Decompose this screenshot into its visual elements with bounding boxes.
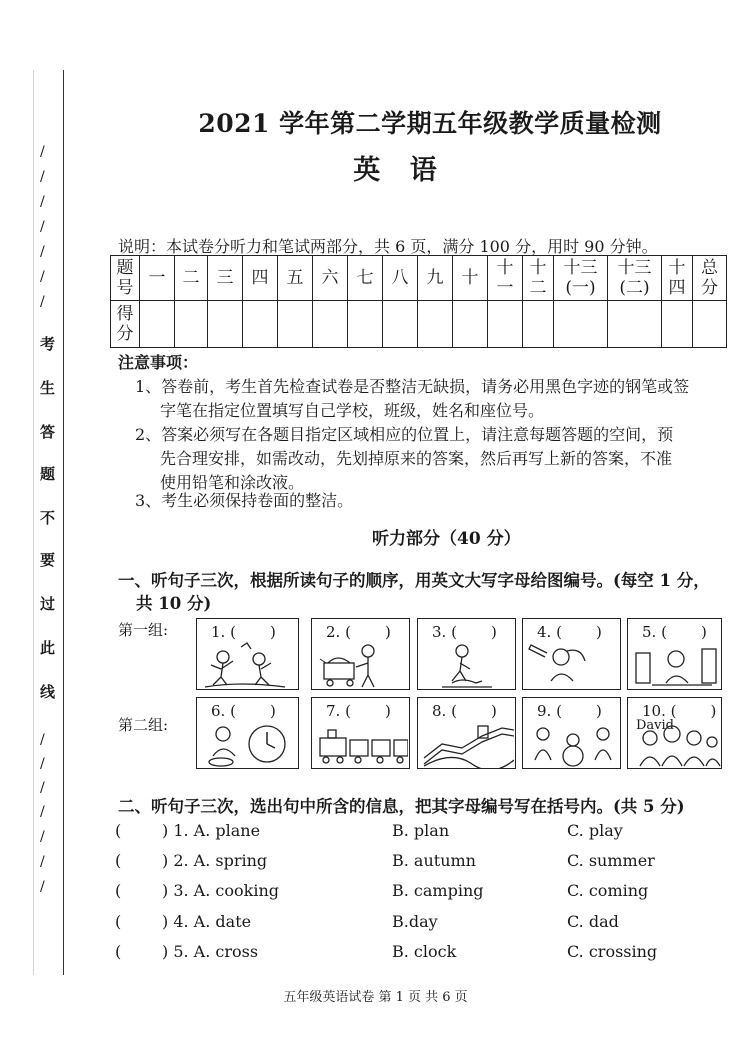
notice-line: 使用铅笔和涂改液。 [160,473,305,492]
option-b: B. autumn [392,851,476,870]
picture-box [522,697,621,769]
picture-number-label: 6. ( [211,702,236,720]
picture-number-label: 7. ( [326,702,351,720]
label-char: 号 [116,278,134,298]
question-number-text: 四 [668,278,686,298]
score-cell[interactable] [662,301,693,348]
question-number-text: 十 [496,258,514,278]
option-c: C. dad [567,912,619,931]
binding-slash: / [40,219,45,235]
picture-box [311,618,410,690]
picture-number-close: ) [384,702,391,720]
option-c: C. play [567,821,623,840]
notice-line: 字笔在指定位置填写自己学校，班级，姓名和座位号。 [160,401,545,420]
picture-box [311,697,410,769]
score-table-header-row [111,256,727,301]
children-playing-picture [201,641,293,689]
group1-label: 第一组: [118,621,169,639]
question-number-text: 四 [251,268,269,288]
binding-slash: / [40,756,45,772]
binding-slash: / [40,829,45,845]
picture-number-close: ) [269,623,276,641]
table-row-label-question [111,256,140,301]
binding-slash: / [40,294,45,310]
train-picture [316,720,408,768]
question-number-text: 九 [426,268,444,288]
notice-heading: 注意事项： [118,353,199,372]
binding-char: 考 [40,335,56,353]
score-cell[interactable] [243,301,278,348]
score-table [110,255,727,348]
subject-title: 英 语 [353,155,447,186]
picture-box [417,697,516,769]
family-picture [632,720,724,768]
picture-box [522,618,621,690]
binding-slash: / [40,732,45,748]
binding-char: 过 [40,595,56,613]
shopping-cart-picture [316,641,408,689]
question-number-cell [662,256,693,301]
binding-char: 此 [40,639,56,657]
option-c: C. coming [567,881,649,900]
question-number-text: 一 [496,278,514,298]
picture-box [417,618,516,690]
question-number-text: 十三 [563,258,598,278]
score-cell[interactable] [554,301,608,348]
question-number-cell [140,256,175,301]
question-number-cell [383,256,418,301]
question-number-text: 三 [216,268,234,288]
boy-clock-picture [201,720,293,768]
question-number-cell [243,256,278,301]
binding-char: 线 [40,683,56,701]
picture-number [537,702,602,720]
binding-char: 题 [40,465,56,483]
option-b: B. camping [392,881,484,900]
question-number-text: 六 [321,268,339,288]
question-number-text: 总 [701,258,718,278]
binding-line [63,70,64,975]
option-c: C. summer [567,851,655,870]
picture-number [211,623,276,641]
question-number-text: 十三 [617,258,652,278]
answer-paren[interactable]: ( [115,821,122,840]
binding-slash: / [40,804,45,820]
binding-slash: / [40,269,45,285]
picture-number-label: 1. ( [211,623,236,641]
picture-number [211,702,276,720]
picture-number-label: 9. ( [537,702,562,720]
score-cell[interactable] [175,301,208,348]
binding-outer-line [33,70,34,975]
question-number-text: (一) [565,278,596,298]
notice-line: 1、答卷前，考生首先检查试卷是否整洁无缺损，请务必用黑色字迹的钢笔或签 [135,377,690,396]
picture-number-close: ) [700,623,707,641]
picture-number-close: ) [490,623,497,641]
question-number-cell [313,256,348,301]
option-b: B. clock [392,942,457,961]
binding-char: 要 [40,551,56,569]
exam-instructions: 说明：本试卷分听力和笔试两部分，共 6 页，满分 100 分，用时 90 分钟。 [118,237,658,256]
question-number-cell [488,256,523,301]
option-b: B. plan [392,821,450,840]
score-cell[interactable] [313,301,348,348]
picture-number-label: 4. ( [537,623,562,641]
binding-char: 不 [40,509,56,527]
question-number-text: 八 [391,268,409,288]
binding-slash: / [40,854,45,870]
question-number-text: 分 [701,278,718,298]
option-a: ) 1. A. plane [162,821,261,840]
binding-slash: / [40,194,45,210]
option-a: ) 4. A. date [162,912,252,931]
question-number-cell [208,256,243,301]
score-cell[interactable] [523,301,554,348]
girl-telescope-picture [527,641,619,689]
picture-number [642,623,707,641]
picture-box [196,697,299,769]
great-wall-picture [422,720,514,768]
listening-heading: 听力部分（40 分） [372,529,521,549]
binding-slash: / [40,780,45,796]
picture-box [627,697,722,769]
option-a: ) 2. A. spring [162,851,268,870]
question-number-cell [693,256,727,301]
picture-number-close: ) [595,623,602,641]
binding-char: 生 [40,379,56,397]
picture-number [326,623,391,641]
picture-number-close: ) [384,623,391,641]
question-number-text: 十 [461,268,479,288]
question-number-cell [175,256,208,301]
picture-number-close: ) [490,702,497,720]
q1-instructions-line1: 一、听句子三次，根据所读句子的顺序，用英文大写字母给图编号。(每空 1 分， [118,571,710,590]
label-char: 得 [116,304,134,324]
picture-box [627,618,722,690]
picture-number-label: 3. ( [432,623,457,641]
score-cell[interactable] [608,301,662,348]
question-number-text: 七 [356,268,374,288]
option-a: ) 3. A. cooking [162,881,279,900]
picture-number [326,702,391,720]
score-cell[interactable] [208,301,243,348]
picture-number-label: 2. ( [326,623,351,641]
page-footer: 五年级英语试卷 第 1 页 共 6 页 [283,990,468,1005]
binding-slash: / [40,879,45,895]
binding-slash: / [40,244,45,260]
picture-number [432,702,497,720]
option-a: ) 5. A. cross [162,942,259,961]
score-cell[interactable] [418,301,453,348]
table-row-label-score [111,301,140,348]
score-cell[interactable] [488,301,523,348]
picture-box [196,618,299,690]
notice-line: 2、答案必须写在各题目指定区域相应的位置上，请注意每题答题的空间，预 [135,425,674,444]
girl-city-picture [632,641,724,689]
answer-paren[interactable]: ( [115,942,122,961]
question-number-cell [554,256,608,301]
answer-paren[interactable]: ( [115,851,122,870]
question-number-cell [278,256,313,301]
kids-snowman-picture [527,720,619,768]
score-cell[interactable] [383,301,418,348]
picture-number-label: 10. ( [642,702,677,720]
picture-number-close: ) [269,702,276,720]
question-number-text: 二 [182,268,200,288]
binding-char: 答 [40,423,56,441]
score-cell[interactable] [140,301,175,348]
q2-instructions: 二、听句子三次，选出句中所含的信息，把其字母编号写在括号内。(共 5 分) [118,797,685,816]
question-number-cell [418,256,453,301]
score-cell[interactable] [453,301,488,348]
question-number-text: 十 [668,258,686,278]
picture-number [537,623,602,641]
picture-number-close: ) [710,702,717,720]
question-number-text: 二 [529,278,547,298]
binding-slash: / [40,169,45,185]
notice-line: 3、考生必须保持卷面的整洁。 [135,491,354,510]
binding-slash: / [40,144,45,160]
picture-number-label: 8. ( [432,702,457,720]
girl-feeding-duck-picture [422,641,514,689]
option-c: C. crossing [567,942,658,961]
group2-label: 第二组: [118,716,169,734]
question-number-cell [608,256,662,301]
answer-paren[interactable]: ( [115,912,122,931]
label-char: 分 [116,324,134,344]
picture-number [432,623,497,641]
question-number-cell [453,256,488,301]
q1-instructions-line2: 共 10 分) [136,594,212,613]
question-number-text: 五 [286,268,304,288]
picture-name-label: David [636,718,674,733]
question-number-text: 一 [148,268,166,288]
exam-title: 2021 学年第二学期五年级教学质量检测 [198,109,662,138]
question-number-cell [348,256,383,301]
answer-paren[interactable]: ( [115,881,122,900]
score-cell[interactable] [693,301,727,348]
label-char: 题 [116,258,134,278]
notice-line: 先合理安排，如需改动，先划掉原来的答案，然后再写上新的答案，不准 [160,449,673,468]
option-b: B.day [392,912,438,931]
score-cell[interactable] [278,301,313,348]
question-number-text: 十 [529,258,547,278]
picture-number-close: ) [595,702,602,720]
picture-number-label: 5. ( [642,623,667,641]
question-number-text: (二) [619,278,650,298]
score-cell[interactable] [348,301,383,348]
question-number-cell [523,256,554,301]
score-table-score-row [111,301,727,348]
